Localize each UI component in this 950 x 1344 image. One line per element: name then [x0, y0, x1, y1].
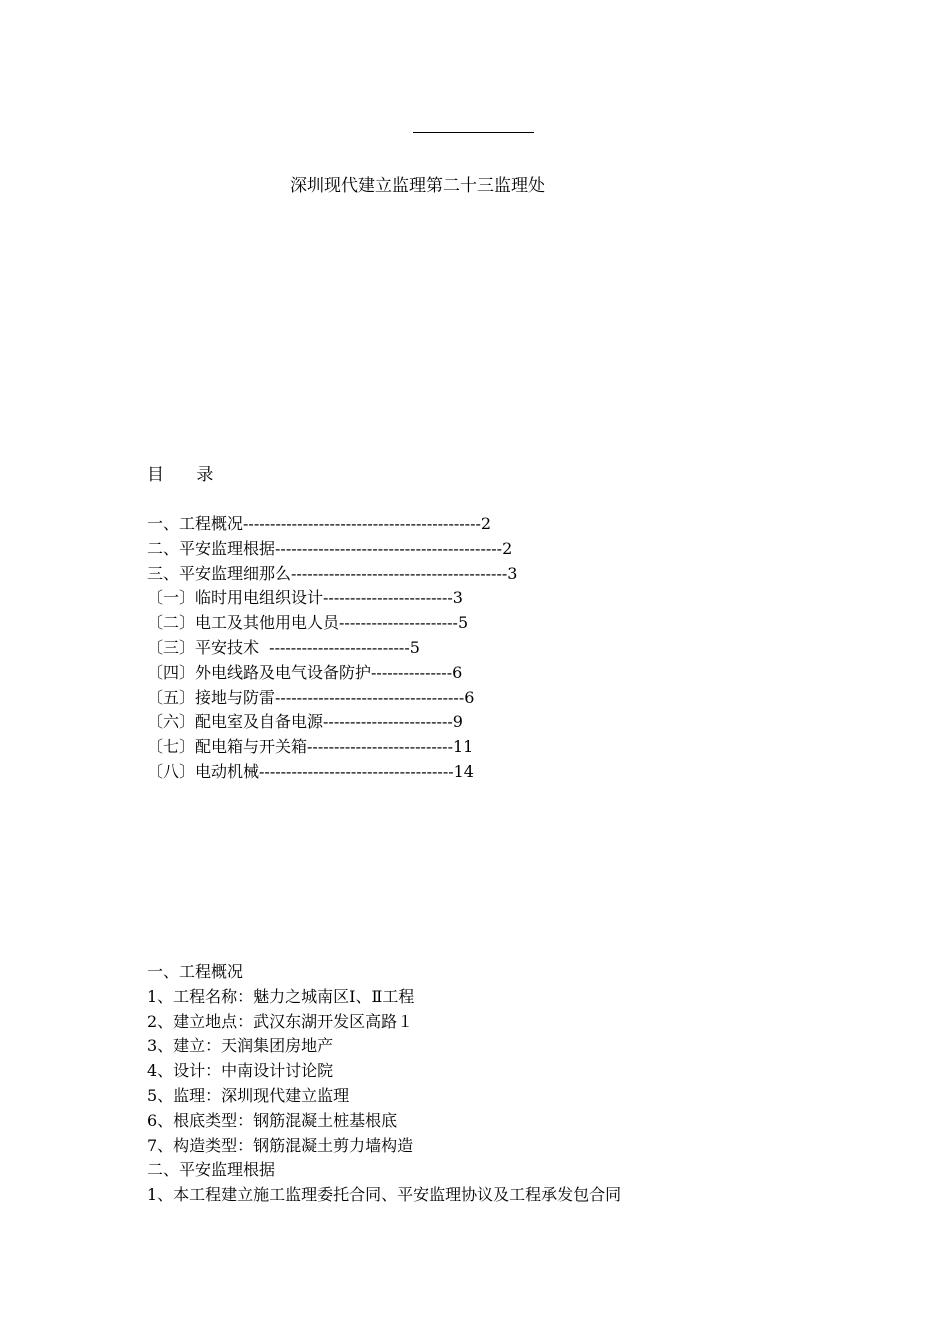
- toc-entry: 〔八〕电动机械------------------------------------14: [147, 761, 474, 781]
- table-of-contents: [147, 512, 517, 785]
- cover-title-rule: [413, 132, 534, 133]
- toc-entry: 〔七〕配电箱与开关箱---------------------------11: [147, 737, 474, 757]
- toc-entry: 〔一〕临时用电组织设计------------------------3: [147, 588, 463, 608]
- toc-entry: 〔五〕接地与防雷-----------------------------------6: [147, 687, 475, 707]
- toc-entry: 三、平安监理细那么----------------------------------------3: [147, 563, 518, 583]
- paragraph-line: 7、构造类型：钢筋混凝土剪力墙构造: [147, 1135, 414, 1155]
- toc-entry: 〔二〕电工及其他用电人员----------------------5: [147, 613, 469, 633]
- paragraph-line: 1、本工程建立施工监理委托合同、平安监理协议及工程承发包合同: [147, 1185, 622, 1205]
- paragraph-line: 6、根底类型：钢筋混凝土桩基根底: [147, 1110, 398, 1130]
- toc-entry: 一、工程概况--------------------------------------------2: [147, 514, 492, 533]
- paragraph-line: 4、设计：中南设计讨论院: [147, 1061, 334, 1081]
- document-body: [147, 960, 621, 1208]
- organization-name: 深圳现代建立监理第二十三监理处: [290, 176, 545, 196]
- toc-entry: 二、平安监理根据------------------------------------------2: [147, 538, 513, 558]
- paragraph-line: 1、工程名称：魅力之城南区Ⅰ、Ⅱ工程: [147, 986, 415, 1006]
- toc-entry: 〔四〕外电线路及电气设备防护---------------6: [147, 662, 463, 682]
- paragraph-line: 5、监理：深圳现代建立监理: [147, 1085, 350, 1105]
- toc-heading: 目 录: [147, 465, 214, 485]
- toc-entry: 〔六〕配电室及自备电源------------------------9: [147, 712, 463, 732]
- paragraph-line: 3、建立：天润集团房地产: [147, 1036, 334, 1056]
- toc-entry: 〔三〕平安技术 --------------------------5: [147, 637, 420, 657]
- paragraph-line: 2、建立地点：武汉东湖开发区高路１: [147, 1011, 414, 1031]
- section-heading: 一、工程概况: [147, 962, 244, 981]
- section-heading: 二、平安监理根据: [147, 1160, 276, 1180]
